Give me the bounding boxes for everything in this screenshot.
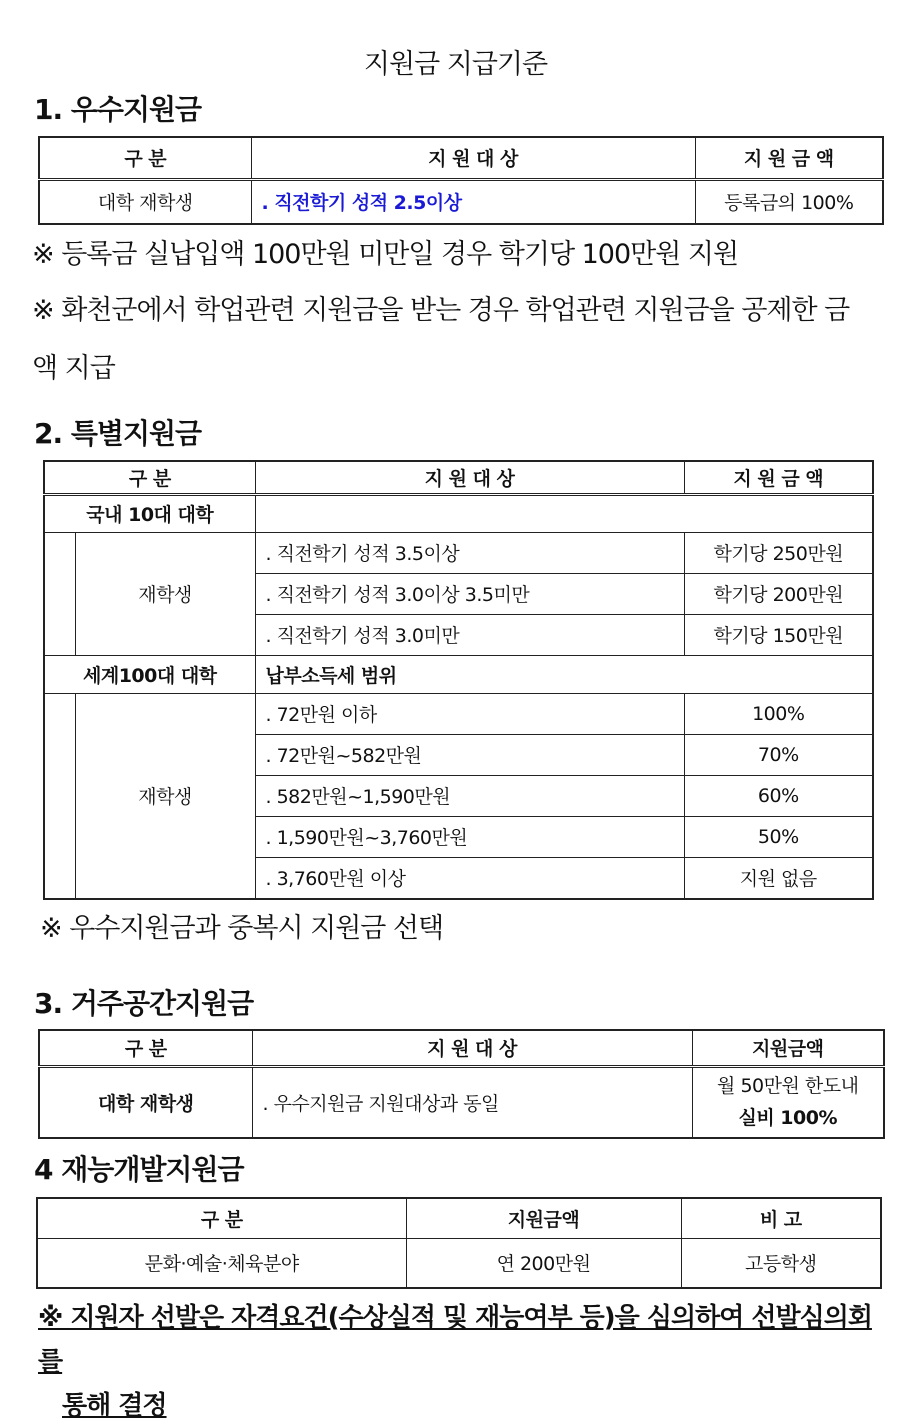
section4-heading: 4 재능개발지원금	[34, 1153, 244, 1186]
group-world-range-label: 납부소득세 범위	[255, 655, 873, 693]
table-row-amount: 70%	[684, 734, 873, 775]
cell-amount: 등록금의 100%	[695, 179, 883, 224]
group-domestic-label: 국내 10대 대학	[44, 494, 255, 532]
empty-cell	[255, 494, 873, 532]
section1-heading: 1. 우수지원금	[34, 93, 202, 126]
section1-note-2: ※ 화천군에서 학업관련 지원금을 받는 경우 학업관련 지원금을 공제한 금	[32, 295, 850, 326]
table-row-amount: 학기당 250만원	[684, 532, 873, 573]
table-row-amount: 지원 없음	[684, 857, 873, 899]
cell-amount	[692, 1066, 884, 1138]
indent-cell	[44, 693, 75, 899]
table-row-amount: 50%	[684, 816, 873, 857]
cell-amount: 연 200만원	[406, 1238, 681, 1288]
header-amount: 지원금액	[406, 1198, 681, 1238]
group-world-label: 세계100대 대학	[44, 655, 255, 693]
section3-table	[38, 1029, 885, 1139]
indent-cell	[44, 532, 75, 655]
header-amount: 지 원 금 액	[684, 461, 873, 494]
final-note-line-1: ※ 지원자 선발은 자격요건(수상실적 및 재능여부 등)을 심의하여 선발심의회를	[38, 1303, 872, 1377]
table-row-amount: 60%	[684, 775, 873, 816]
section3-heading: 3. 거주공간지원금	[34, 987, 254, 1020]
cell-remark: 고등학생	[681, 1238, 881, 1288]
table-row-target: . 72만원~582만원	[255, 734, 684, 775]
group-world-sub: 재학생	[75, 693, 255, 899]
table-row-amount: 학기당 200만원	[684, 573, 873, 614]
header-remark: 비 고	[681, 1198, 881, 1238]
header-category: 구 분	[39, 1030, 252, 1066]
cell-target: . 우수지원금 지원대상과 동일	[252, 1066, 692, 1138]
section2-heading: 2. 특별지원금	[34, 417, 202, 450]
document-title: 지원금 지급기준	[363, 49, 548, 80]
table-row-target: . 직전학기 성적 3.0이상 3.5미만	[255, 573, 684, 614]
table-row-amount: 100%	[684, 693, 873, 734]
table-row-target: . 582만원~1,590만원	[255, 775, 684, 816]
table-row-target: . 72만원 이하	[255, 693, 684, 734]
section1-note-3: 액 지급	[32, 353, 115, 384]
header-target: 지 원 대 상	[255, 461, 684, 494]
table-row-target: . 직전학기 성적 3.0미만	[255, 614, 684, 655]
amount-limit: 월 50만원 한도내	[717, 1075, 859, 1098]
header-category: 구 분	[39, 137, 251, 179]
table-row-target: . 1,590만원~3,760만원	[255, 816, 684, 857]
group-domestic-sub: 재학생	[75, 532, 255, 655]
final-note	[38, 1296, 888, 1428]
section2-note: ※ 우수지원금과 중복시 지원금 선택	[40, 913, 444, 944]
header-amount: 지 원 금 액	[695, 137, 883, 179]
cell-target: . 직전학기 성적 2.5이상	[251, 179, 695, 224]
table-row-amount: 학기당 150만원	[684, 614, 873, 655]
section1-note-1: ※ 등록금 실납입액 100만원 미만일 경우 학기당 100만원 지원	[32, 239, 739, 270]
final-note-line-2: 통해 결정	[62, 1391, 167, 1421]
header-category: 구 분	[44, 461, 255, 494]
section1-table	[38, 136, 884, 225]
section2-table	[43, 460, 874, 900]
cell-category: 대학 재학생	[39, 1066, 252, 1138]
section4-table	[36, 1197, 882, 1289]
table-row-target: . 직전학기 성적 3.5이상	[255, 532, 684, 573]
header-category: 구 분	[37, 1198, 406, 1238]
cell-category: 대학 재학생	[39, 179, 251, 224]
amount-actual: 실비 100%	[738, 1107, 838, 1130]
cell-category: 문화·예술·체육분야	[37, 1238, 406, 1288]
header-target: 지 원 대 상	[251, 137, 695, 179]
table-row-target: . 3,760만원 이상	[255, 857, 684, 899]
header-amount: 지원금액	[692, 1030, 884, 1066]
header-target: 지 원 대 상	[252, 1030, 692, 1066]
